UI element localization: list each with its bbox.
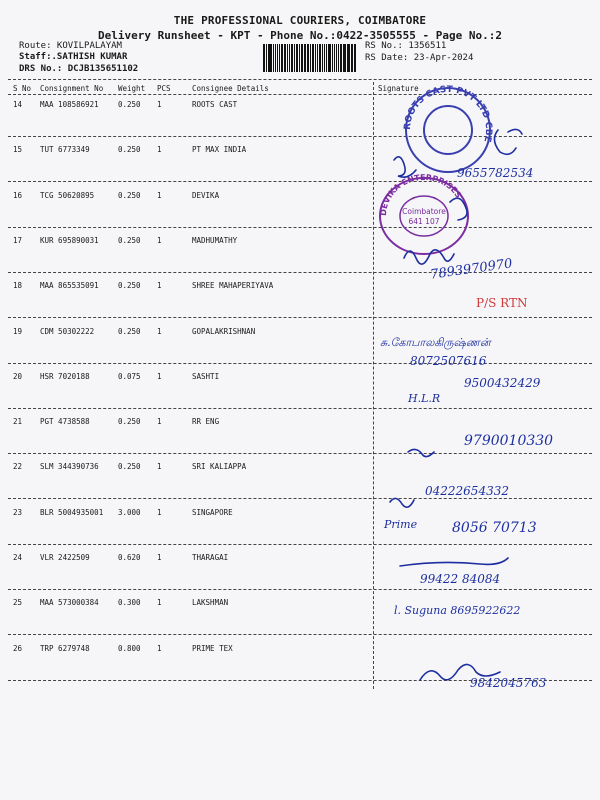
signature-14 (494, 129, 522, 154)
barcode-bar (317, 44, 318, 72)
row-pcs: 1 (157, 191, 162, 200)
row-weight: 0.250 (118, 191, 141, 200)
row-consignee: PRIME TEX (192, 644, 233, 653)
handwritten-phone-20: 9500432429 (464, 376, 541, 390)
barcode-bar (343, 44, 344, 72)
handwritten-phone-22: 04222654332 (425, 484, 509, 498)
route-label: Route: KOVILPALAYAM (19, 41, 122, 51)
row-weight: 0.250 (118, 145, 141, 154)
row-sno: 22 (13, 462, 23, 471)
signature-15 (394, 157, 416, 177)
row-sno: 25 (13, 598, 23, 607)
barcode-bar (340, 44, 342, 72)
barcode-bar (269, 44, 272, 72)
col-sno: S No (13, 84, 32, 93)
signature-16 (450, 198, 467, 220)
row-consignment: BLR 5004935001 (40, 508, 104, 517)
row-consignee: SINGAPORE (192, 508, 233, 517)
row-weight: 0.250 (118, 462, 141, 471)
row-weight: 0.620 (118, 553, 141, 562)
row-sno: 23 (13, 508, 23, 517)
row-sno: 21 (13, 417, 23, 426)
row-consignment: MAA 865535091 (40, 281, 99, 290)
barcode-bar (291, 44, 293, 72)
barcode-bar (310, 44, 311, 72)
col-consignment: Consignment No (40, 84, 104, 93)
roots-cast-stamp-text: ROOTS CAST PVT LTD CBE (402, 84, 494, 144)
row-pcs: 1 (157, 145, 162, 154)
handwritten-initials-20: H.L.R (408, 392, 441, 405)
row-sno: 20 (13, 372, 23, 381)
barcode-bar (275, 44, 277, 72)
row-sno: 19 (13, 327, 23, 336)
row-consignment: CDM 50302222 (40, 327, 95, 336)
row-weight: 0.250 (118, 327, 141, 336)
row-weight: 0.300 (118, 598, 141, 607)
barcode-bar (287, 44, 288, 72)
runsheet-title: Delivery Runsheet - KPT - Phone No.:0422-3505555 - Page No.:2 (98, 29, 502, 42)
row-pcs: 1 (157, 553, 162, 562)
row-sno: 24 (13, 553, 23, 562)
signature-24 (400, 558, 508, 566)
barcode-bar (334, 44, 336, 72)
barcode-bar (273, 44, 274, 72)
rs-no-label: RS No.: 1356511 (365, 41, 447, 51)
barcode-bar (281, 44, 283, 72)
row-consignment: TUT 6773349 (40, 145, 90, 154)
barcode-bar (305, 44, 306, 72)
row-consignee: DEVIKA (192, 191, 220, 200)
row-pcs: 1 (157, 100, 162, 109)
barcode-bar (294, 44, 295, 72)
col-weight: Weight (118, 84, 146, 93)
row-pcs: 1 (157, 462, 162, 471)
row-weight: 3.000 (118, 508, 141, 517)
row-consignee: SHREE MAHAPERIYAVA (192, 281, 274, 290)
barcode-bar (347, 44, 350, 72)
barcode-bar (354, 44, 356, 72)
row-consignment: KUR 695890031 (40, 236, 99, 245)
row-pcs: 1 (157, 281, 162, 290)
row-consignee: PT MAX INDIA (192, 145, 247, 154)
handwritten-phone-19: 8072507616 (410, 354, 487, 368)
barcode-bar (326, 44, 327, 72)
row-weight: 0.075 (118, 372, 141, 381)
handwritten-phone-17: 7893970970 (429, 256, 514, 283)
barcode-bar (304, 44, 305, 72)
row-pcs: 1 (157, 598, 162, 607)
row-sno: 26 (13, 644, 23, 653)
col-consignee: Consignee Details (192, 84, 269, 93)
row-sno: 15 (13, 145, 23, 154)
devika-stamp-pin: 641 107 (408, 217, 440, 226)
row-consignee: SASHTI (192, 372, 220, 381)
devika-stamp-city: Coimbatore (402, 207, 446, 216)
barcode-bar (322, 44, 324, 72)
signature-scribbles (380, 110, 600, 710)
handwritten-phone-15: 9655782534 (457, 166, 534, 180)
row-weight: 0.250 (118, 281, 141, 290)
barcode-bar (299, 44, 300, 72)
barcode-bar (332, 44, 333, 72)
row-consignee: THARAGAI (192, 553, 229, 562)
barcode-bar (351, 44, 352, 72)
row-pcs: 1 (157, 236, 162, 245)
row-consignment: TRP 6279748 (40, 644, 90, 653)
company-title: THE PROFESSIONAL COURIERS, COIMBATORE (173, 14, 427, 27)
row-consignment: VLR 2422509 (40, 553, 90, 562)
barcode-bar (277, 44, 278, 72)
barcode-bar (315, 44, 316, 72)
barcode (263, 44, 357, 72)
row-weight: 0.250 (118, 236, 141, 245)
barcode-bar (352, 44, 353, 72)
handwritten-phone-25: l. Suguna 8695922622 (394, 604, 521, 617)
barcode-bar (312, 44, 315, 72)
row-sno: 18 (13, 281, 23, 290)
staff-label: Staff:.SATHISH KUMAR (19, 52, 128, 62)
barcode-bar (284, 44, 287, 72)
row-sno: 14 (13, 100, 23, 109)
barcode-bar (344, 44, 346, 72)
drs-label: DRS No.: DCJB135651102 (19, 64, 139, 74)
row-pcs: 1 (157, 327, 162, 336)
barcode-bar (307, 44, 309, 72)
signature-22 (390, 498, 414, 507)
barcode-bar (328, 44, 331, 72)
handwritten-name-23: Prime (384, 518, 418, 531)
row-weight: 0.800 (118, 644, 141, 653)
col-signature: Signature (378, 84, 419, 93)
handwritten-phone-26: 9842045763 (470, 676, 547, 690)
barcode-bar (279, 44, 280, 72)
col-pcs: PCS (157, 84, 171, 93)
row-consignee: ROOTS CAST (192, 100, 238, 109)
row-consignment: HSR 7020188 (40, 372, 90, 381)
row-pcs: 1 (157, 644, 162, 653)
barcode-bar (301, 44, 303, 72)
handwritten-ps-rtn: P/S RTN (476, 296, 528, 310)
row-consignee: GOPALAKRISHNAN (192, 327, 256, 336)
row-weight: 0.250 (118, 100, 141, 109)
row-sno: 16 (13, 191, 23, 200)
row-consignment: TCG 50620895 (40, 191, 95, 200)
header-divider (8, 79, 592, 80)
barcode-bar (289, 44, 290, 72)
barcode-bar (336, 44, 337, 72)
devika-stamp-text: DEVIKA ENTERPRISES (378, 172, 464, 217)
row-pcs: 1 (157, 508, 162, 517)
barcode-bar (324, 44, 325, 72)
row-consignee: SRI KALIAPPA (192, 462, 247, 471)
signature-17 (404, 250, 454, 264)
handwritten-phone-24: 99422 84084 (420, 572, 501, 586)
row-consignee: LAKSHMAN (192, 598, 229, 607)
row-consignment: MAA 573000384 (40, 598, 99, 607)
row-consignment: SLM 344390736 (40, 462, 99, 471)
row-consignment: MAA 108586921 (40, 100, 99, 109)
barcode-bar (338, 44, 339, 72)
barcode-bar (319, 44, 321, 72)
column-divider (8, 94, 592, 95)
handwritten-name-19: சு.கோபாலகிருஷ்ணன் (380, 336, 491, 349)
row-consignment: PGT 4738588 (40, 417, 90, 426)
signature-21 (408, 449, 434, 456)
barcode-bar (268, 44, 269, 72)
row-pcs: 1 (157, 417, 162, 426)
rs-date-label: RS Date: 23-Apr-2024 (365, 53, 474, 63)
handwritten-phone-23: 8056 70713 (452, 520, 537, 536)
barcode-bar (296, 44, 299, 72)
handwritten-phone-21: 9790010330 (464, 433, 554, 449)
barcode-bar (266, 44, 267, 72)
barcode-bar (263, 44, 265, 72)
row-sno: 17 (13, 236, 23, 245)
row-consignee: RR ENG (192, 417, 220, 426)
row-weight: 0.250 (118, 417, 141, 426)
row-pcs: 1 (157, 372, 162, 381)
row-consignee: MADHUMATHY (192, 236, 238, 245)
